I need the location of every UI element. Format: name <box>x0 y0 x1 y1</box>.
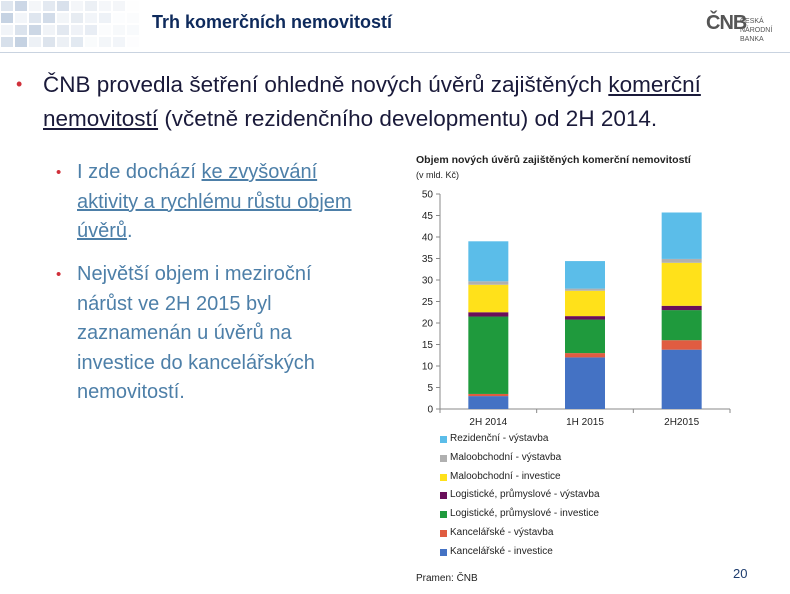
bar-segment <box>662 263 702 306</box>
y-tick-label: 35 <box>421 254 433 265</box>
sub-bullet-2 <box>56 260 356 420</box>
chart-legend <box>440 432 760 564</box>
y-tick-label: 25 <box>421 297 433 308</box>
cnb-logo-text <box>740 17 776 44</box>
legend-item <box>440 488 760 507</box>
bar-segment <box>565 353 605 357</box>
cnb-logo-line1: ČESKÁ <box>740 18 764 25</box>
mosaic-tile <box>29 1 41 11</box>
sub-bullet-1 <box>56 158 356 258</box>
header-mosaic-decoration <box>0 0 140 50</box>
mosaic-tile <box>113 1 125 11</box>
source-note: Pramen: ČNB <box>416 573 478 584</box>
bar-segment <box>468 396 508 409</box>
bar-segment <box>662 212 702 258</box>
mosaic-tile <box>85 25 97 35</box>
mosaic-tile <box>1 25 13 35</box>
y-tick-label: 20 <box>421 318 433 330</box>
y-tick-label: 0 <box>427 404 433 416</box>
y-tick-label: 30 <box>421 275 433 287</box>
sub-bullet-1-marker: • <box>56 164 62 181</box>
mosaic-tile <box>43 1 55 11</box>
bar-segment <box>468 312 508 316</box>
mosaic-tile <box>127 25 139 35</box>
mosaic-tile <box>113 37 125 47</box>
bar-segment <box>662 340 702 349</box>
bar-segment <box>565 320 605 354</box>
sub-bullet-1-text <box>77 158 367 247</box>
legend-swatch <box>440 436 447 443</box>
y-tick-label: 40 <box>421 232 433 244</box>
sub-bullet-1-part2: . <box>127 220 133 242</box>
mosaic-tile <box>57 1 69 11</box>
page-title: Trh komerčních nemovitostí <box>152 12 393 32</box>
y-tick-label: 5 <box>427 383 433 394</box>
mosaic-tile <box>85 13 97 23</box>
mosaic-tile <box>85 37 97 47</box>
mosaic-tile <box>71 1 83 11</box>
legend-item <box>440 507 760 526</box>
mosaic-tile <box>1 1 13 11</box>
legend-swatch <box>440 492 447 499</box>
mosaic-tile <box>71 37 83 47</box>
mosaic-tile <box>57 13 69 23</box>
legend-label: Kancelářské - investice <box>450 545 553 557</box>
chart-unit-label: (v mld. Kč) <box>416 170 460 180</box>
y-tick-label: 15 <box>421 340 433 351</box>
mosaic-tile <box>99 13 111 23</box>
y-tick-label: 50 <box>421 189 433 201</box>
mosaic-tile <box>29 37 41 47</box>
x-category-label: 2H2015 <box>664 417 700 428</box>
mosaic-tile <box>43 25 55 35</box>
main-bullet-part1: ČNB provedla šetření ohledně nových úvěrů zajištěných <box>43 72 609 97</box>
mosaic-tile <box>15 25 27 35</box>
mosaic-tile <box>43 13 55 23</box>
legend-item <box>440 470 760 489</box>
y-tick-label: 10 <box>421 361 433 373</box>
main-bullet-marker: • <box>16 74 23 94</box>
stacked-bar-chart <box>400 182 740 432</box>
mosaic-tile <box>99 1 111 11</box>
sub-bullet-2-marker: • <box>56 266 62 283</box>
legend-label: Maloobchodní - výstavba <box>450 451 562 463</box>
legend-item <box>440 526 760 545</box>
main-bullet-text <box>43 68 763 136</box>
legend-label: Kancelářské - výstavba <box>450 526 554 538</box>
legend-label: Maloobchodní - investice <box>450 470 561 482</box>
mosaic-tile <box>29 25 41 35</box>
bar-segment <box>662 350 702 409</box>
bar-segment <box>468 394 508 396</box>
legend-item <box>440 545 760 564</box>
bar-segment <box>662 306 702 310</box>
bar-segment <box>468 317 508 394</box>
legend-item <box>440 432 760 451</box>
legend-label: Rezidenční - výstavba <box>450 433 549 444</box>
legend-swatch <box>440 511 447 518</box>
bar-segment <box>662 310 702 340</box>
legend-swatch <box>440 530 447 537</box>
x-category-label: 1H 2015 <box>566 417 604 428</box>
bar-segment <box>565 316 605 319</box>
header-divider <box>0 52 790 53</box>
mosaic-tile <box>127 13 139 23</box>
sub-bullet-2-text: Největší objem i meziroční nárůst ve 2H 2015 byl zaznamenán u úvěrů na investice do kancelářských nemovitostí. <box>77 263 315 403</box>
cnb-logo <box>706 12 776 46</box>
mosaic-tile <box>127 37 139 47</box>
mosaic-tile <box>71 25 83 35</box>
bar-segment <box>565 291 605 316</box>
bar-segment <box>468 241 508 281</box>
legend-item <box>440 451 760 470</box>
legend-swatch <box>440 474 447 481</box>
mosaic-tile <box>15 13 27 23</box>
sub-bullet-1-underlined: ke zvyšování aktivity a rychlému růstu objem úvěrů <box>77 161 352 242</box>
mosaic-tile <box>85 1 97 11</box>
bar-segment <box>565 357 605 409</box>
legend-label: Logistické, průmyslové - výstavba <box>450 489 600 501</box>
mosaic-tile <box>113 25 125 35</box>
page-number: 20 <box>733 566 748 581</box>
mosaic-tile <box>127 1 139 11</box>
mosaic-tile <box>1 13 13 23</box>
main-bullet-underlined: komerční nemovitostí <box>43 72 701 131</box>
mosaic-tile <box>43 37 55 47</box>
x-category-label: 2H 2014 <box>469 417 508 428</box>
mosaic-tile <box>113 13 125 23</box>
mosaic-tile <box>57 25 69 35</box>
cnb-logo-line2: NÁRODNÍ BANKA <box>740 27 773 43</box>
mosaic-tile <box>57 37 69 47</box>
mosaic-tile <box>29 13 41 23</box>
bar-segment <box>468 285 508 313</box>
y-tick-label: 45 <box>421 211 433 222</box>
mosaic-tile <box>71 13 83 23</box>
bar-segment <box>565 289 605 291</box>
mosaic-tile <box>15 1 27 11</box>
mosaic-tile <box>1 37 13 47</box>
bar-segment <box>565 261 605 289</box>
sub-bullet-1-part1: I zde dochází <box>77 161 202 183</box>
chart-title: Objem nových úvěrů zajištěných komerční nemovitostí <box>416 154 691 166</box>
bar-segment <box>468 281 508 284</box>
mosaic-tile <box>99 37 111 47</box>
mosaic-tile <box>15 37 27 47</box>
legend-swatch <box>440 549 447 556</box>
legend-label: Logistické, průmyslové - investice <box>450 508 599 520</box>
legend-swatch <box>440 455 447 462</box>
bar-segment <box>662 259 702 263</box>
main-bullet-part2: (včetně rezidenčního developmentu) od 2H 2014. <box>158 106 658 131</box>
mosaic-tile <box>99 25 111 35</box>
cnb-logo-mark: ČNB <box>706 12 747 34</box>
